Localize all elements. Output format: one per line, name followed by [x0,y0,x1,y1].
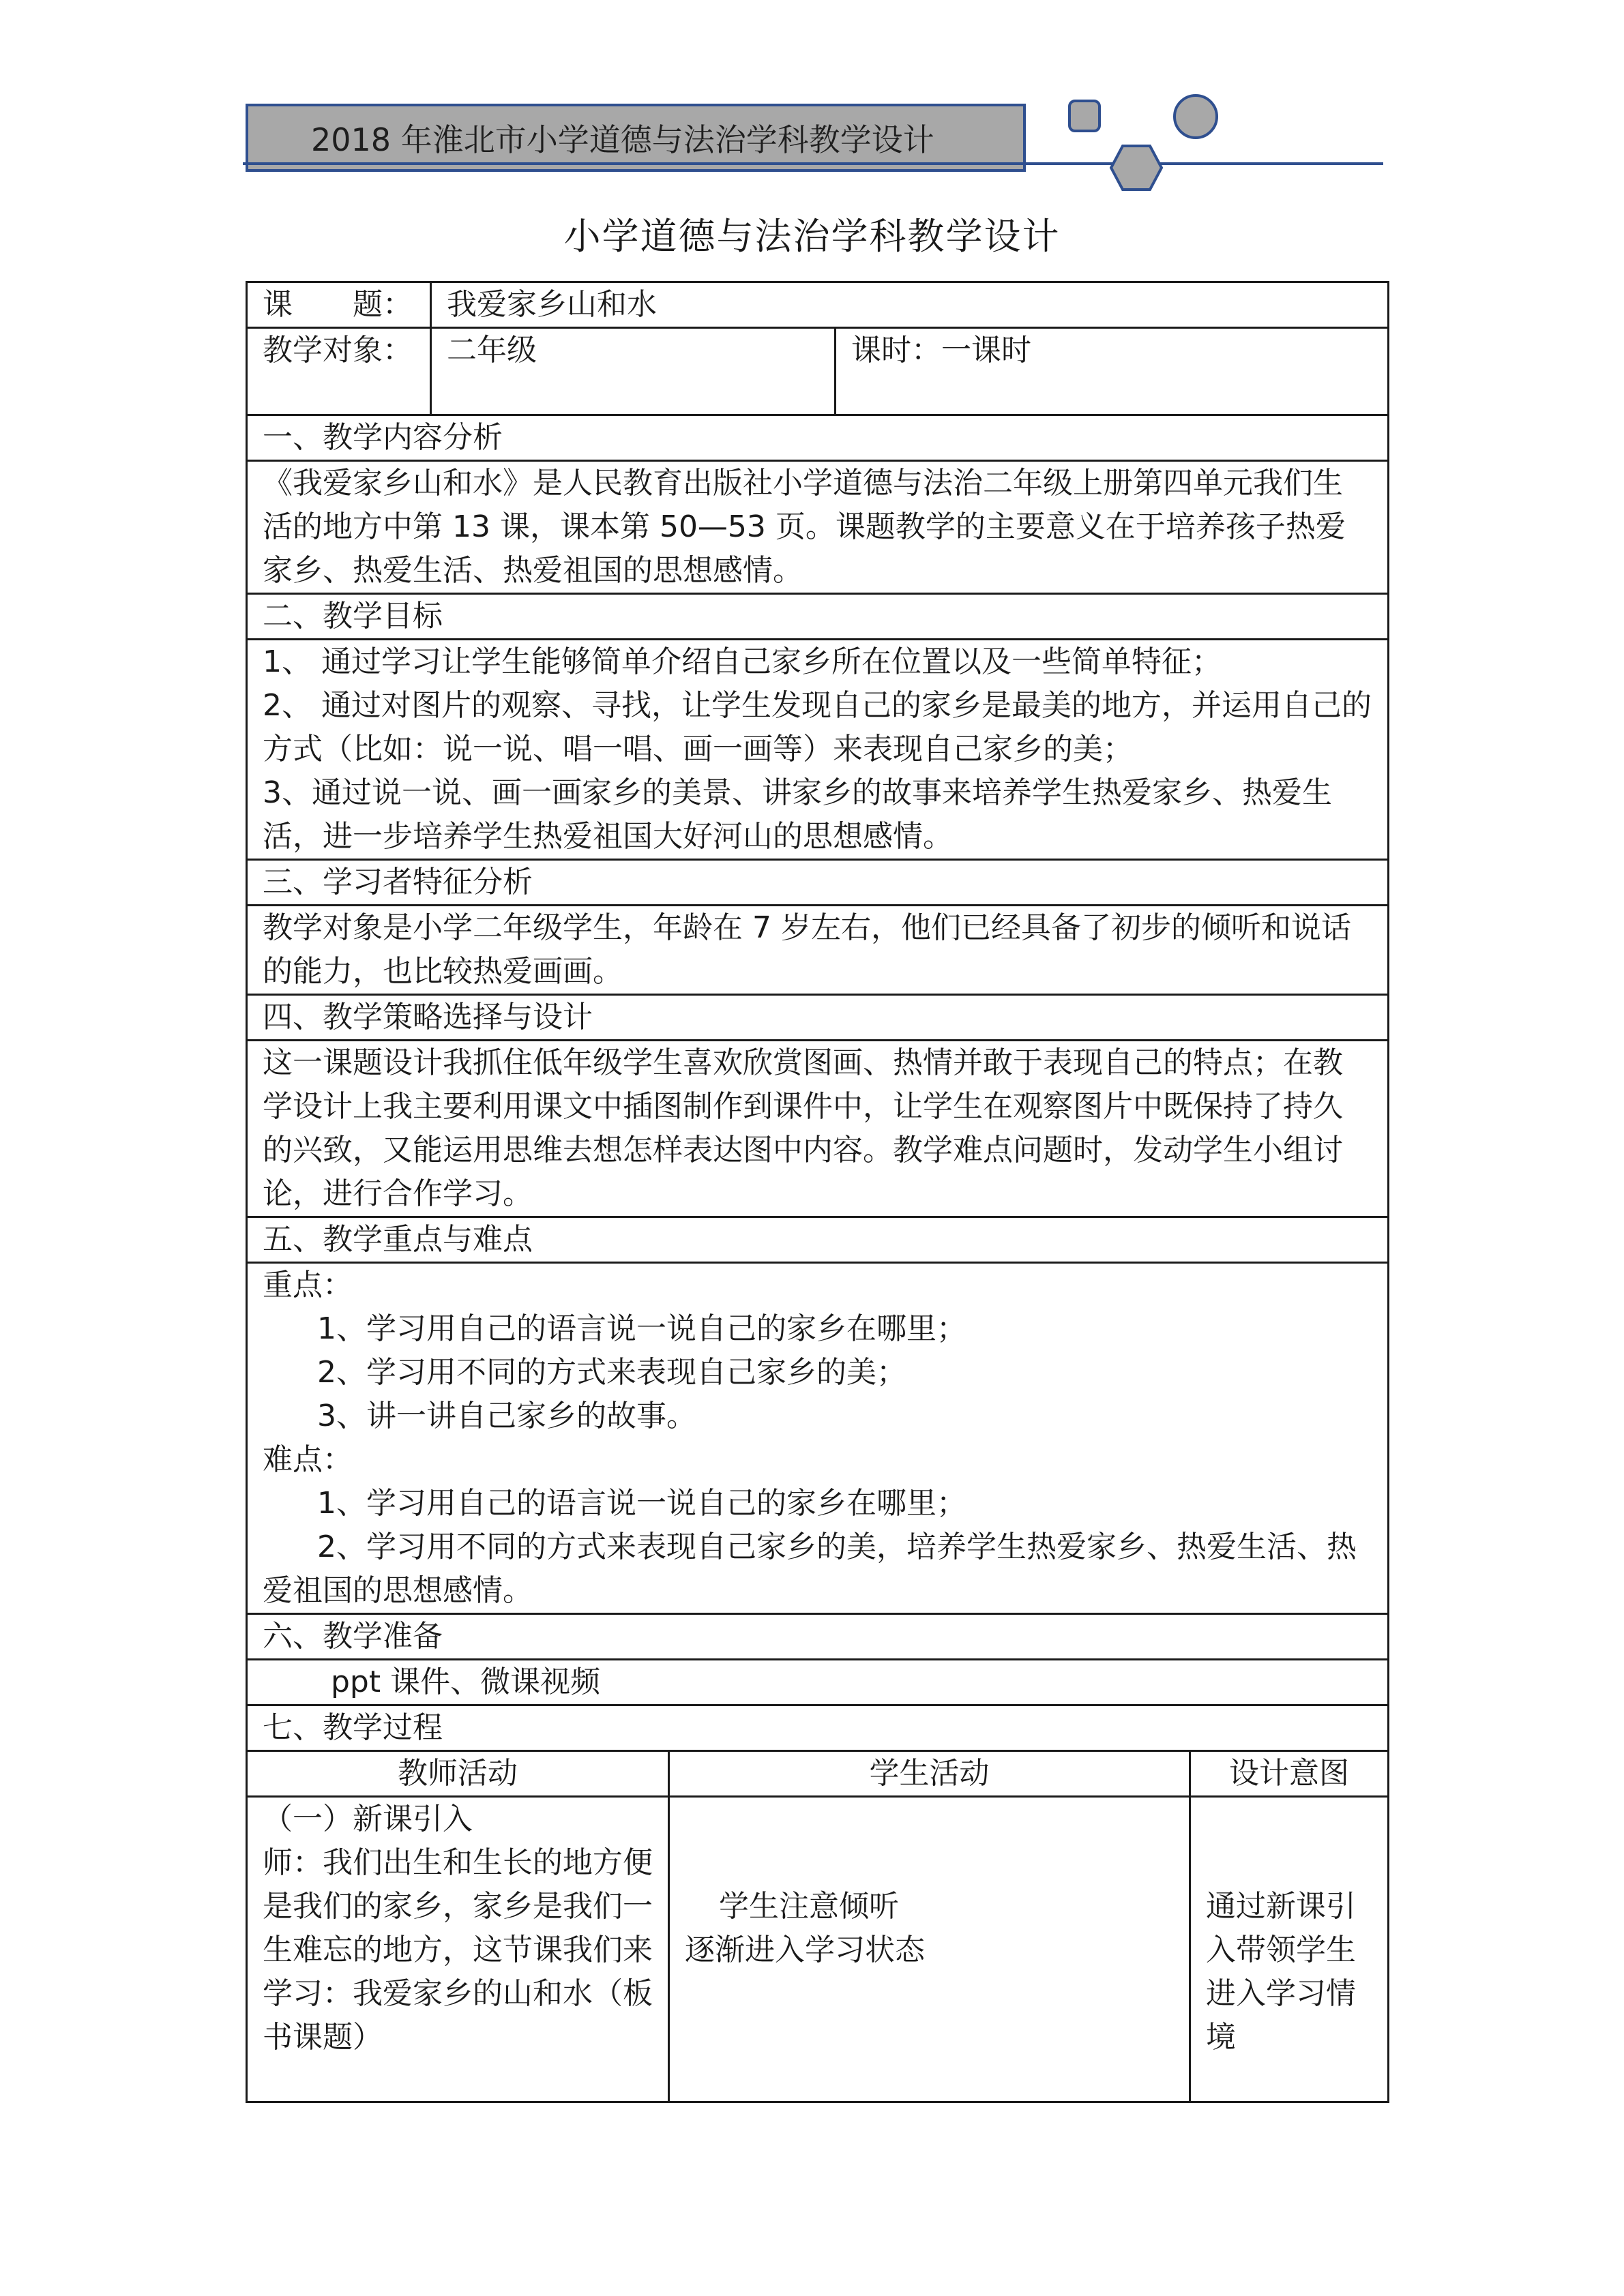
objective-item: 3、通过说一说、画一画家乡的美景、讲家乡的故事来培养学生热爱家乡、热爱生活，进一步培养学生热爱祖国大好河山的思想感情。 [263,775,1332,854]
design-intent-header: 设计意图 [1190,1751,1389,1797]
student-activity-line: 学生注意倾听 [719,1889,899,1924]
difficult-point-item: 1、学习用自己的语言说一说自己的家乡在哪里； [317,1486,966,1521]
objectives-list [247,640,1389,860]
key-point-item: 3、讲一讲自己家乡的故事。 [317,1399,696,1433]
header-banner [246,104,1026,172]
content-row [247,640,1389,860]
key-difficult-points [247,1263,1389,1614]
header-banner-text: 2018 年淮北市小学道德与法治学科教学设计 [311,121,934,158]
key-points-label: 重点： [263,1268,353,1302]
section-title: 二、教学目标 [247,594,1389,640]
section-title: 一、教学内容分析 [247,415,1389,461]
decorative-hexagon-icon [1109,143,1164,192]
section-row [247,1705,1389,1751]
target-label: 教学对象： [247,328,431,415]
section-title: 四、教学策略选择与设计 [247,995,1389,1041]
topic-row [247,282,1389,328]
section-row [247,1614,1389,1660]
design-intent-cell [1190,1797,1389,2102]
target-row [247,328,1389,415]
section-row [247,860,1389,906]
content-row [247,1660,1389,1705]
key-point-item: 1、学习用自己的语言说一说自己的家乡在哪里； [317,1311,966,1346]
content-row [247,461,1389,594]
teacher-activity-header: 教师活动 [247,1751,669,1797]
preparation-text: ppt 课件、微课视频 [331,1665,601,1699]
teacher-activity-title: （一）新课引入 [263,1802,473,1836]
section-row [247,415,1389,461]
objective-item: 1、 通过学习让学生能够简单介绍自己家乡所在位置以及一些简单特征； [263,644,1222,679]
learner-analysis-text: 教学对象是小学二年级学生，年龄在 7 岁左右，他们已经具备了初步的倾听和说话的能力，也比较热爱画画。 [247,906,1389,995]
section-row [247,594,1389,640]
teacher-activity-cell [247,1797,669,2102]
page-title: 小学道德与法治学科教学设计 [563,215,1061,258]
process-header-row [247,1751,1389,1797]
process-row [247,1797,1389,2102]
header-divider [243,162,1383,165]
student-activity-line: 逐渐进入学习状态 [685,1933,925,1967]
content-row [247,906,1389,995]
difficult-points-label: 难点： [263,1442,353,1477]
difficult-point-item: 2、学习用不同的方式来表现自己家乡的美，培养学生热爱家乡、热爱生活、热爱祖国的思想感情。 [263,1530,1357,1608]
section-title: 三、学习者特征分析 [247,860,1389,906]
content-row [247,1041,1389,1217]
section-row [247,995,1389,1041]
section-title: 六、教学准备 [247,1614,1389,1660]
key-point-item: 2、学习用不同的方式来表现自己家乡的美； [317,1355,906,1390]
strategy-text: 这一课题设计我抓住低年级学生喜欢欣赏图画、热情并敢于表现自己的特点；在教学设计上我主要利用课文中插图制作到课件中，让学生在观察图片中既保持了持久的兴致，又能运用思维去想怎样表达图中内容。教学难点问题时，发动学生小组讨论，进行合作学习。 [247,1041,1389,1217]
class-hours: 课时：一课时 [836,328,1389,415]
content-row [247,1263,1389,1614]
section-title: 七、教学过程 [247,1705,1389,1751]
section-title: 五、教学重点与难点 [247,1217,1389,1263]
topic-value: 我爱家乡山和水 [431,282,1389,328]
teacher-activity-text: 师：我们出生和生长的地方便是我们的家乡，家乡是我们一生难忘的地方，这节课我们来学习：我爱家乡的山和水（板书课题） [263,1845,653,2055]
student-activity-cell [669,1797,1190,2102]
decorative-circle-icon [1173,94,1218,139]
target-value: 二年级 [431,328,836,415]
lesson-plan-table [246,281,1389,2103]
topic-label: 课 题： [247,282,431,328]
objective-item: 2、 通过对图片的观察、寻找，让学生发现自己的家乡是最美的地方，并运用自己的方式（比如：说一说、唱一唱、画一画等）来表现自己家乡的美； [263,688,1372,766]
design-intent-text: 通过新课引入带领学生进入学习情境 [1206,1889,1356,2055]
decorative-square-icon [1068,100,1101,132]
student-activity-header: 学生活动 [669,1751,1190,1797]
content-analysis-text: 《我爱家乡山和水》是人民教育出版社小学道德与法治二年级上册第四单元我们生活的地方中第 13 课，课本第 50—53 页。课题教学的主要意义在于培养孩子热爱家乡、热爱生活、热爱祖国的思想感情。 [247,461,1389,594]
section-row [247,1217,1389,1263]
